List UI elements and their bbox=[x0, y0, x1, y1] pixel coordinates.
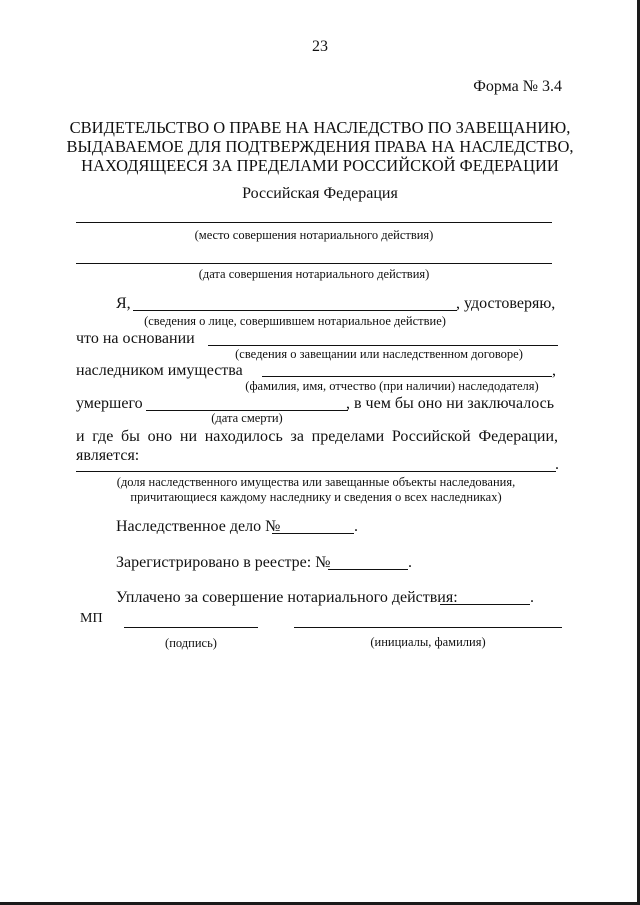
title-line-2: ВЫДАВАЕМОЕ ДЛЯ ПОДТВЕРЖДЕНИЯ ПРАВА НА НАСЛЕДСТВО, bbox=[66, 137, 574, 156]
country-name: Российская Федерация bbox=[242, 185, 398, 202]
person-caption: (сведения о лице, совершившем нотариальное действие) bbox=[144, 314, 446, 328]
registry-period: . bbox=[408, 554, 412, 571]
initials-field-line[interactable] bbox=[294, 627, 562, 628]
title-line-3: НАХОДЯЩЕЕСЯ ЗА ПРЕДЕЛАМИ РОССИЙСКОЙ ФЕДЕРАЦИИ bbox=[81, 156, 559, 175]
document-title bbox=[40, 118, 600, 175]
title-line-1: СВИДЕТЕЛЬСТВО О ПРАВЕ НА НАСЛЕДСТВО ПО ЗАВЕЩАНИЮ, bbox=[69, 118, 571, 137]
place-caption: (место совершения нотариального действия) bbox=[194, 228, 434, 242]
heir-of-text: наследником имущества bbox=[76, 362, 243, 379]
deceased-text: умершего bbox=[76, 395, 143, 412]
place-field-line[interactable] bbox=[76, 222, 552, 223]
form-number: Форма № 3.4 bbox=[473, 78, 562, 95]
heir-comma: , bbox=[552, 362, 556, 379]
case-period: . bbox=[354, 518, 358, 535]
testament-field-line[interactable] bbox=[208, 345, 558, 346]
initials-caption: (инициалы, фамилия) bbox=[370, 635, 486, 649]
notary-field-line[interactable] bbox=[133, 310, 457, 311]
wherever-consists-text: , в чем бы оно ни заключалось bbox=[346, 395, 554, 412]
i-prefix: Я, bbox=[116, 295, 131, 312]
share-period: . bbox=[555, 456, 559, 473]
based-on-text: что на основании bbox=[76, 330, 195, 347]
case-label: Наследственное дело № bbox=[116, 518, 281, 535]
paid-period: . bbox=[530, 589, 534, 606]
share-field-line[interactable] bbox=[76, 471, 556, 472]
page-number: 23 bbox=[312, 38, 328, 55]
signature-caption: (подпись) bbox=[165, 636, 217, 650]
certify-text: , удостоверяю, bbox=[456, 295, 556, 312]
testator-field-line[interactable] bbox=[262, 376, 552, 377]
is-text: является: bbox=[76, 447, 140, 464]
date-field-line[interactable] bbox=[76, 263, 552, 264]
share-caption-2: причитающиеся каждому наследнику и сведения о всех наследниках) bbox=[130, 490, 502, 504]
testament-caption: (сведения о завещании или наследственном договоре) bbox=[235, 347, 523, 361]
registry-label: Зарегистрировано в реестре: № bbox=[116, 554, 331, 571]
date-caption: (дата совершения нотариального действия) bbox=[198, 267, 430, 281]
signature-field-line[interactable] bbox=[124, 627, 258, 628]
paid-label: Уплачено за совершение нотариального действия: bbox=[116, 589, 458, 606]
case-number-field-line[interactable] bbox=[272, 533, 354, 534]
registry-number-field-line[interactable] bbox=[328, 569, 408, 570]
wherever-located-text: и где бы оно ни находилось за пределами Российской Федерации, bbox=[76, 428, 558, 445]
death-date-caption: (дата смерти) bbox=[211, 411, 283, 425]
testator-caption: (фамилия, имя, отчество (при наличии) наследодателя) bbox=[245, 379, 539, 393]
paid-amount-field-line[interactable] bbox=[440, 604, 530, 605]
share-caption-1: (доля наследственного имущества или завещанные объекты наследования, bbox=[116, 475, 516, 489]
stamp-label: МП bbox=[80, 611, 103, 626]
